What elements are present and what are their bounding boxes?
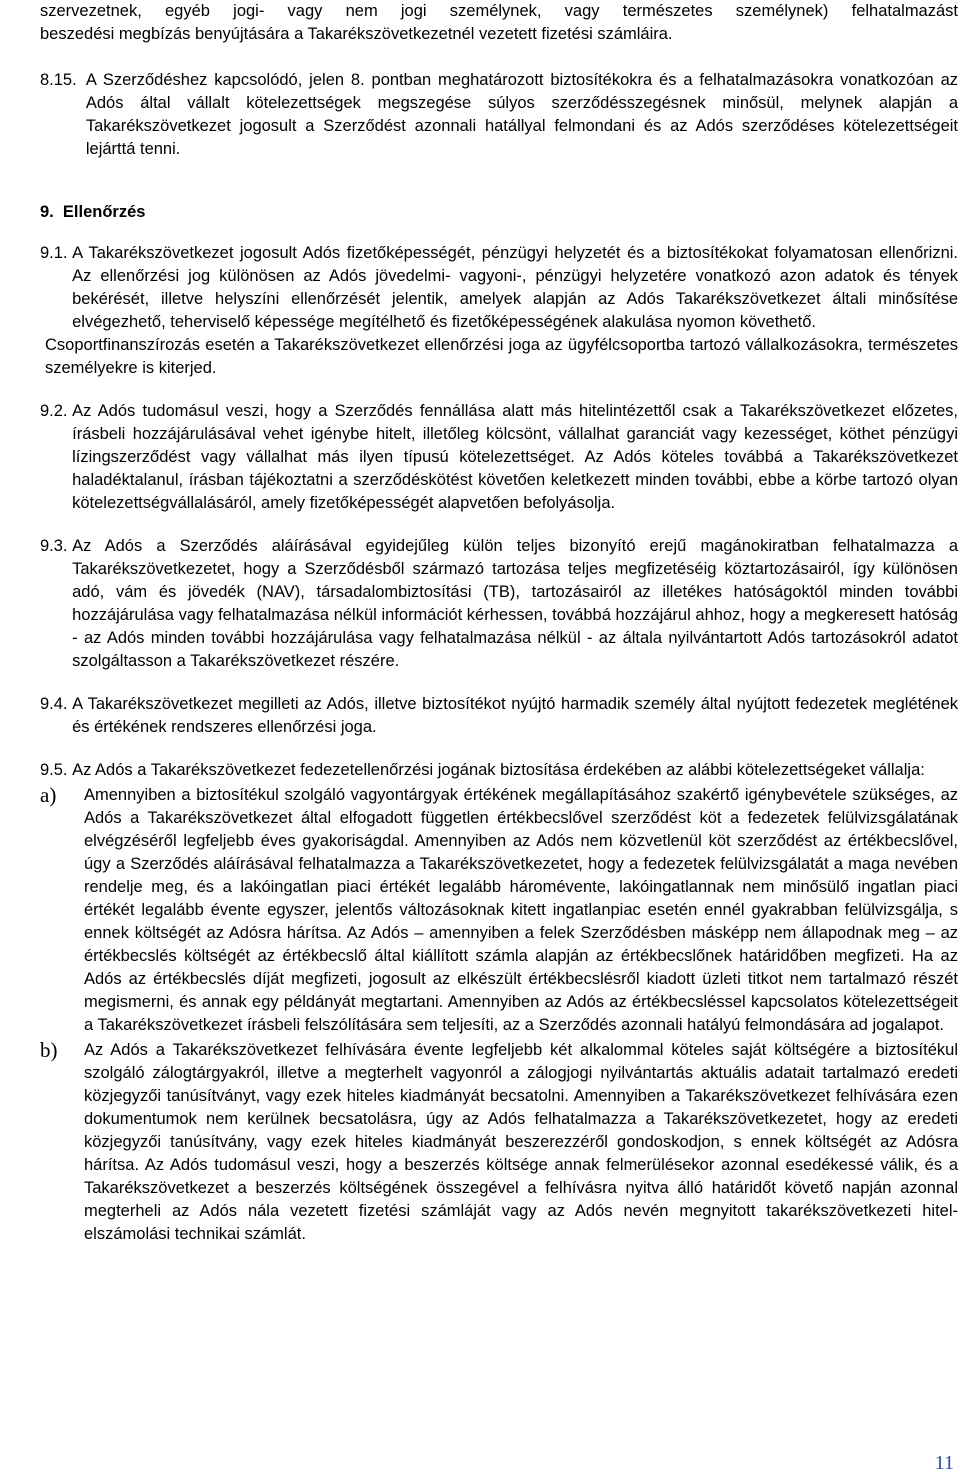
list-item-marker: b) (40, 1038, 58, 1062)
list-item-marker: a) (40, 783, 57, 807)
section-9-1 (40, 242, 958, 334)
section-number: 9.2. (40, 402, 73, 420)
section-text: A Szerződéshez kapcsolódó, jelen 8. pontban meghatározott biztosítékokra és a felhatalmazásokra vonatkozóan az Adós által vállalt kötelezettségek megszegése súlyos szerződésszegésnek minősül, melynek alapján a Takarékszövetkezet jogosult a Szerződést azonnali hatállyal felmondani és az Adós szerződéses kötelezettségeit lejárttá tenni. (85, 71, 958, 158)
section-text: Az Adós tudomásul veszi, hogy a Szerződés fennállása alatt más hitelintézettől csak a Takarékszövetkezet előzetes, írásbeli hozzájárulásával vehet igénybe hitelt, illetőleg kölcsönt, vállalhat garanciát vagy kezességet, köthet pénzügyi lízingszerződést vagy vállalhat más ilyen típusú kötelezettséget. Az Adós köteles továbbá a Takarékszövetkezet haladéktalanul, írásban tájékoztatni a szerződéskötést követően keletkezett minden további, ebbe a körbe tartozó olyan kötelezettségvállalásáról, amely fizetőképességét alapvetően befolyásolja. (72, 402, 958, 512)
list-item (40, 784, 958, 1037)
section-heading-9: 9. Ellenőrzés (40, 203, 146, 221)
section-number: 9.1. (40, 244, 73, 262)
section-number: 8.15. (40, 71, 86, 89)
intro-line-1: szervezetnek, egyéb jogi- vagy nem jogi személynek, vagy természetes személynek) felhatalmazást (40, 2, 958, 20)
section-8-15 (40, 69, 958, 161)
section-9-1-extra: Csoportfinanszírozás esetén a Takarékszövetkezet ellenőrzési joga az ügyfélcsoportba tartozó vállalkozásokra, természetes személyekre is kiterjed. (45, 336, 958, 377)
section-text: Az Adós a Takarékszövetkezet fedezetellenőrzési jogának biztosítása érdekében az alábbi kötelezettségeket vállalja: (72, 761, 925, 779)
section-9-4 (40, 693, 958, 739)
list-item (40, 1039, 958, 1246)
list-item-text: Amennyiben a biztosítékul szolgáló vagyontárgyak értékének megállapításához szakértő igénybevétele szükséges, az Adós a Takarékszövetkezet által elfogadott független értékbecslővel szerződést köt a fedezetek felülvizsgálatának elvégzéséről legfeljebb éves gyakoriságdal. Amennyiben az Adós nem közvetlenül köt szerződést az értékbecslővel, úgy a Szerződés aláírásával felhatalmazza a Takarékszövetkezetet, hogy a fedezetek felülvizsgálatát a maga nevében rendelje meg, és a lakóingatlan piaci értékét legalább háromévente, lakóingatlannak nem minősülő ingatlan piaci értékét legalább évente egyszer, jelentős változásoknak kitett ingatlanpiac esetén ennél gyakrabban felülvizsgálja, s ennek költségét az Adósra hárítsa. Az Adós – amennyiben a felek Szerződésben másképp nem állapodnak meg – az értékbecslés költségét az értékbecslő által kiállított számla alapján az értékbecslőnek határidőben megfizeti. Ha az Adós az értékbecslés díját megfizeti, jogosult az elkészült értékbecslésről kiadott üzleti titkot nem tartalmazó részét megismerni, és annak egy példányát megtartani. Amennyiben az Adós az értékbecsléssel kapcsolatos kötelezettségeit a Takarékszövetkezet írásbeli felszólítására sem teljesíti, az a Szerződés azonnali hatályú felmondására ad jogalapot. (84, 786, 958, 1034)
section-text: A Takarékszövetkezet jogosult Adós fizetőképességét, pénzügyi helyzetét és a biztosítékokat folyamatosan ellenőrizni. Az ellenőrzési jog különösen az Adós jövedelmi- vagyoni-, pénzügyi helyzetére vonatkozó azon adatok és tények bekérését, illetve helyszíni ellenőrzését jelentik, amelyek alapján az Adós Takarékszövetkezet általi minősítése elvégezhető, teherviselő képessége megítélhető és fizetőképességének alakulása nyomon követhető. (72, 244, 958, 331)
section-number: 9.4. (40, 695, 73, 713)
section-9-2 (40, 400, 958, 515)
section-text: Az Adós a Szerződés aláírásával egyidejűleg külön teljes bizonyító erejű magánokiratban felhatalmazza a Takarékszövetkezetet, hogy a Szerződésből származó tartozása teljes megfizetéséig köztartozásairól, így különösen adó, vám és jövedék (NAV), társadalombiztosítási (TB), tartozásairól az illetékes hatóságoktól minden további hozzájárulása vagy felhatalmazása nélkül információt kérhessen, továbbá hozzájárul ahhoz, hogy a megkeresett hatóság - az Adós minden további hozzájárulása vagy felhatalmazása nélkül - az általa nyilvántartott Adós tartozásokról adatot szolgáltasson a Takarékszövetkezet részére. (72, 537, 958, 670)
page-number: 11 (934, 1452, 954, 1474)
section-number: 9.5. (40, 761, 73, 779)
section-number: 9.3. (40, 537, 73, 555)
document-page (40, 0, 958, 1248)
section-text: A Takarékszövetkezet megilleti az Adós, illetve biztosítékot nyújtó harmadik személy által nyújtott fedezetek meglétének és értékének rendszeres ellenőrzési joga. (72, 695, 958, 736)
section-9-5 (40, 759, 958, 782)
section-9-3 (40, 535, 958, 673)
list-item-text: Az Adós a Takarékszövetkezet felhívására évente legfeljebb két alkalommal köteles saját költségére a biztosítékul szolgáló zálogtárgyakról, illetve a megterhelt vagyonról a zálogjogi nyilvántartás aktuális adatait tartalmazó eredeti közjegyzői tanúsítványt, vagy ezek hiteles kiadmányát becsatolni. Amennyiben a Takarékszövetkezet felhívására ezen dokumentumok nem kerülnek becsatolásra, úgy az Adós felhatalmazza a Takarékszövetkezetet, hogy az eredeti közjegyzői tanúsítvány, vagy ezek hiteles kiadmányát beszerezzéről gondoskodjon, s ennek költségét az Adósra hárítsa. Az Adós tudomásul veszi, hogy a beszerzés költsége annak felmerülésekor azonnal esedékessé válik, és a Takarékszövetkezet a beszerzés költségének összegével a felhívásra nyitva álló határidőt követő napján azonnal megterheli az Adós nála vezetett fizetési számláját vagy az Adós nevén megnyitott takarékszövetkezeti hitel-elszámolási technikai számlát. (84, 1041, 958, 1243)
section-9-5-list (40, 784, 958, 1246)
intro-line-2: beszedési megbízás benyújtására a Takarékszövetkezetnél vezetett fizetési számláira. (40, 25, 673, 43)
